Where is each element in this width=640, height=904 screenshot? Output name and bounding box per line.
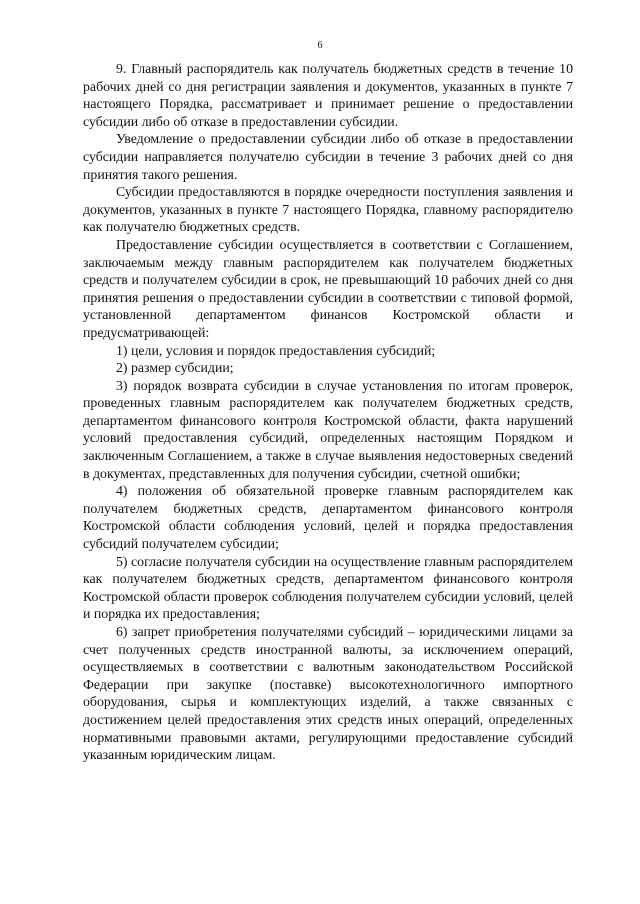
paragraph-notification: Уведомление о предоставлении субсидии либо об отказе в предоставлении субсидии направляется получателю субсидии в течение 3 рабочих дней со дня принятия такого решения.: [83, 131, 573, 182]
page-number: 6: [317, 40, 323, 51]
paragraph-9-decision: 9. Главный распорядитель как получатель бюджетных средств в течение 10 рабочих дней со дня регистрации заявления и документов, указанных в пункте 7 настоящего Порядка, рассматривает и принимает решение о предоставлении субсидии либо об отказе в предоставлении субсидии.: [83, 61, 573, 129]
paragraph-agreement: Предоставление субсидии осуществляется в соответствии с Соглашением, заключаемым между главным распорядителем как получателем бюджетных средств и получателем субсидии в срок, не превышающий 10 рабочих дней со дня принятия решения о предоставлении субсидии в соответствии с типовой формой, установленной департаментом финансов Костромской области и предусматривающей:: [83, 236, 573, 340]
list-item-1: 1) цели, условия и порядок предоставления субсидий;: [116, 342, 436, 358]
list-item-6: 6) запрет приобретения получателями субсидий – юридическими лицами за счет полученных средств иностранной валюты, за исключением операций, осуществляемых в соответствии с валютным законодательством Российской Федерации при закупке (поставке) высокотехнологичного импортного оборудования, сырья и комплектующих изделий, а также связанных с достижением целей предоставления этих средств иных операций, определенных нормативными правовыми актами, регулирующими предоставление субсидий указанным юридическим лицам.: [83, 624, 573, 763]
list-item-5: 5) согласие получателя субсидии на осуществление главным распорядителем как получателем бюджетных средств, департаментом финансового контроля Костромской области проверок соблюдения получателем субсидии условий, целей и порядка их предоставления;: [83, 553, 573, 622]
list-item-4: 4) положения об обязательной проверке главным распорядителем как получателем бюджетных средств, департаментом финансового контроля Костромской области соблюдения условий, целей и порядка предоставления субсидий получателем субсидии;: [83, 483, 573, 552]
list-item-2: 2) размер субсидии;: [116, 360, 234, 376]
paragraph-priority-order: Субсидии предоставляются в порядке очередности поступления заявления и документов, указанных в пункте 7 настоящего Порядка, главному распорядителю как получателю бюджетных средств.: [83, 184, 573, 235]
document-body: [83, 60, 573, 764]
list-item-3: 3) порядок возврата субсидии в случае установления по итогам проверок, проведенных главным распорядителем как получателем бюджетных средств, департаментом финансового контроля Костромской области, факта нарушений условий предоставления субсидий, определенных настоящим Порядком и заключенным Соглашением, а также в случае выявления недостоверных сведений в документах, представленных для получения субсидии, счетной ошибки;: [83, 377, 573, 481]
